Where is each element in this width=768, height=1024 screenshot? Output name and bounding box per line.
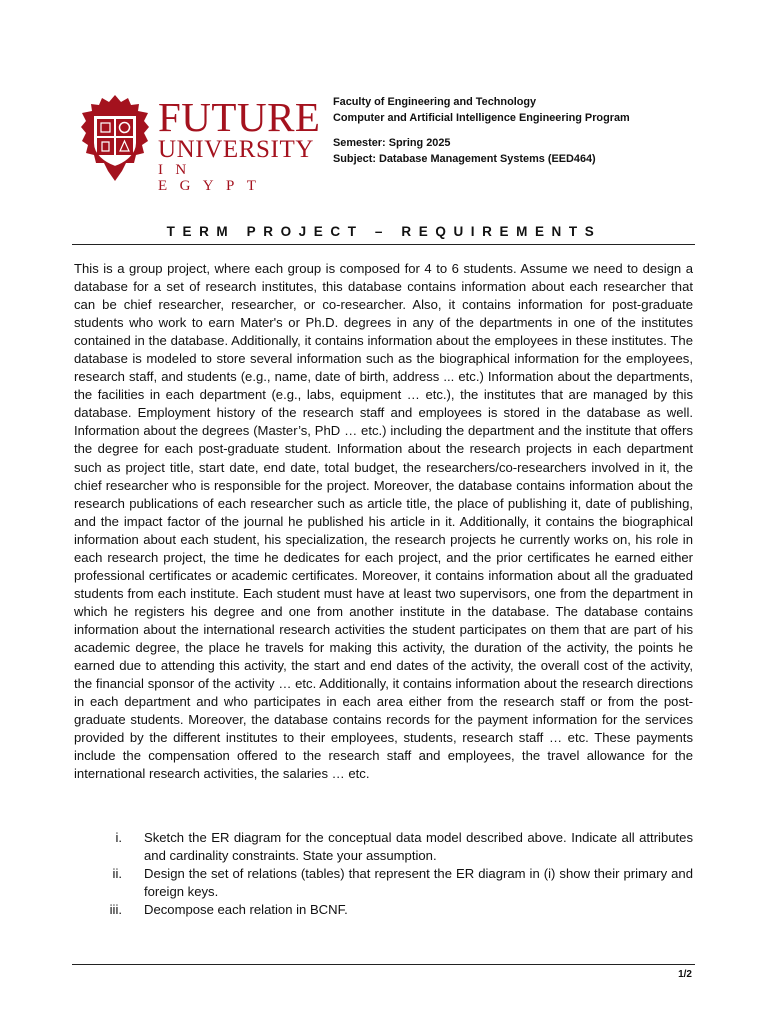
task-item	[74, 865, 693, 901]
page-number: 1/2	[678, 969, 692, 980]
task-number: ii.	[112, 866, 122, 881]
logo-wordmark-in-egypt: IN EGYPT	[158, 162, 269, 194]
semester-label: Semester: Spring 2025	[333, 137, 451, 149]
task-item	[74, 829, 693, 865]
task-text: Decompose each relation in BCNF.	[144, 902, 348, 917]
task-number: iii.	[109, 902, 122, 917]
task-number: i.	[115, 830, 122, 845]
document-title: TERM PROJECT – REQUIREMENTS	[166, 224, 602, 239]
task-list	[74, 829, 693, 919]
title-divider	[72, 244, 695, 245]
program-label: Computer and Artificial Intelligence Engineering Program	[333, 111, 630, 124]
footer-divider	[72, 964, 695, 965]
university-crest-icon	[78, 93, 152, 183]
logo-wordmark-future: FUTURE	[158, 94, 321, 140]
university-logo	[78, 93, 321, 194]
faculty-label: Faculty of Engineering and Technology	[333, 96, 537, 108]
course-header	[333, 95, 630, 167]
task-text: Sketch the ER diagram for the conceptual data model described above. Indicate all attributes and cardinality constraints. State your assumption.	[144, 830, 693, 863]
logo-wordmark-university: UNIVERSITY	[158, 136, 314, 163]
task-item	[74, 901, 693, 919]
subject-label: Subject: Database Management Systems (EED464)	[333, 152, 596, 165]
task-text: Design the set of relations (tables) that represent the ER diagram in (i) show their primary and foreign keys.	[144, 866, 693, 899]
project-description: This is a group project, where each group is composed for 4 to 6 students. Assume we need to design a database for a set of research institutes, this database contains information about each researcher that can be chief researcher, researcher, or co-researcher. Also, it contains information for post-graduate students who work to earn Mater's or Ph.D. degrees in any of the departments in one of the institutes contained in the database. Additionally, it contains information about the employees in these institutes. The database is modeled to store several information such as the biographical information for the employees, research staff, and students (e.g., name, date of birth, address ... etc.) Information about the departments, the facilities in each department (e.g., labs, equipment … etc.), the institutes that are managed by this database. Employment history of the research staff and employees is stored in the database as well. Information about the degrees (Master’s, PhD … etc.) including the department and the institute that offers the degree for each post-graduate student. Information about the research projects in each department such as project title, start date, end date, total budget, the researchers/co-researchers involved in it, the chief researcher who is responsible for the project. Moreover, the database contains information about the research publications of each researcher such as article title, the place of publishing it, date of publishing, and the impact factor of the journal he published his article in it. Additionally, it contains the biographical information about each student, his specialization, the research projects he currently works on, his role in each research project, the time he dedicates for each project, and the prior certificates he earned either professional certificates or academic certificates. Moreover, it contains information about all the graduated students from each institute. Each student must have at least two supervisors, one from the department in which he registers his degree and one from another institute in the database. The database contains information about the international research activities the student participates on them that are part of his academic degree, the place he travels for making this activity, the duration of the activity, the points he earned due to attending this activity, the start and end dates of the activity, the overall cost of the activity, the financial sponsor of the activity … etc. Additionally, it contains information about the research directions in each department and who participates in each area either from the research staff or from the post-graduate students. Moreover, the database contains records for the payment information for the services provided by the different institutes to their employees, students, research staff … etc. These payments include the compensation offered to the research staff and employees, the travel allowance for the international research activities, the salaries … etc.	[74, 261, 693, 782]
